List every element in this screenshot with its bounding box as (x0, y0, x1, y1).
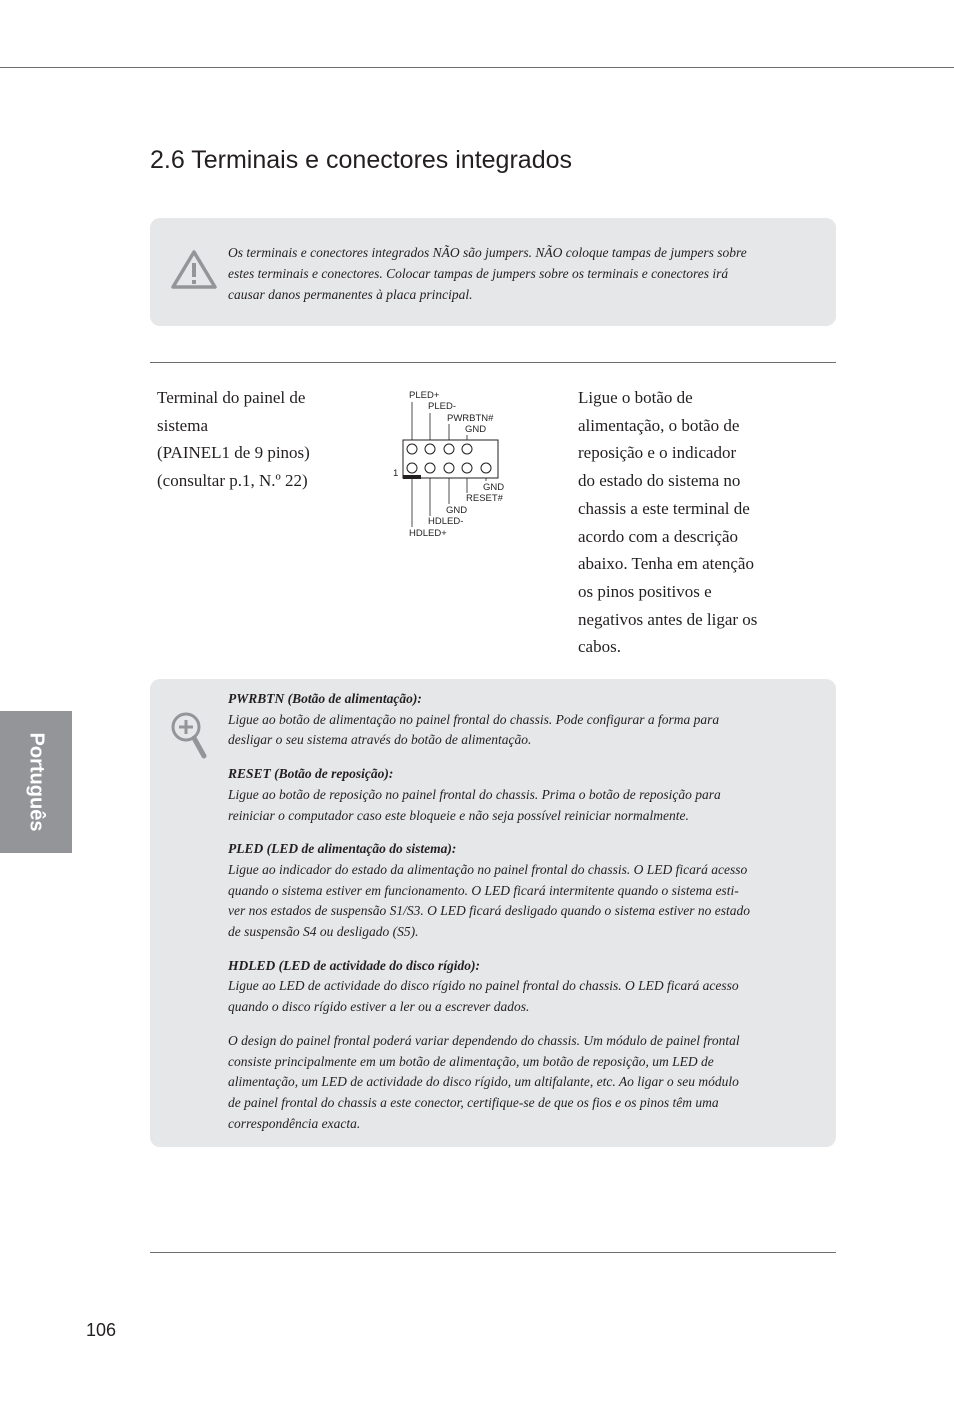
note-heading: HDLED (LED de actividade do disco rígido): (228, 957, 480, 973)
note-line: Ligue ao indicador do estado da alimentação no painel frontal do chassis. O LED ficará acesso (228, 861, 748, 877)
pin-label-gnd-bottom: GND (446, 505, 468, 516)
instruction-line: acordo com a descrição (578, 526, 738, 546)
notes-content (228, 689, 788, 1147)
description-line: Terminal do painel de (157, 388, 306, 407)
pin-one-label: 1 (393, 468, 399, 479)
instruction-line: os pinos positivos e (578, 581, 712, 601)
section-rule-bottom (150, 1252, 836, 1253)
pin-label-hdled-plus: HDLED+ (409, 528, 447, 539)
warning-line: estes terminais e conectores. Colocar tampas de jumpers sobre os terminais e conectores irá (228, 266, 729, 281)
instruction-line: abaixo. Tenha em atenção (578, 554, 754, 574)
note-line: de painel frontal do chassis a este conector, certifique-se de que os fios e os pinos têm uma (228, 1094, 719, 1110)
section-rule-top (150, 362, 836, 363)
instruction-line: cabos. (578, 637, 621, 657)
note-pled (228, 839, 788, 943)
description-line: (consultar p.1, N.º 22) (157, 471, 308, 491)
header-description (157, 384, 357, 495)
note-pwrbtn (228, 689, 788, 751)
note-line: alimentação, um LED de actividade do disco rígido, um altifalante, etc. Ao ligar o seu módulo (228, 1074, 739, 1090)
language-tab (0, 711, 72, 853)
note-line: desligar o seu sistema através do botão de alimentação. (228, 732, 532, 748)
note-heading: PLED (LED de alimentação do sistema): (228, 841, 457, 857)
language-label: Português (25, 732, 48, 832)
page-number: 106 (86, 1320, 117, 1340)
note-line: quando o disco rígido estiver a ler ou a escrever dados. (228, 999, 530, 1015)
page-title: 2.6 Terminais e conectores integrados (150, 146, 572, 174)
note-line: O design do painel frontal poderá variar dependendo do chassis. Um módulo de painel frontal (228, 1032, 740, 1048)
description-line: sistema (157, 415, 208, 435)
top-rule (0, 67, 954, 68)
pin-label-pled-plus: PLED+ (409, 390, 440, 401)
pin-label-gnd-top: GND (465, 424, 487, 435)
panel-pin-diagram (388, 386, 523, 541)
description-line: (PAINEL1 de 9 pinos) (157, 443, 310, 463)
note-line: ver nos estados de suspensão S1/S3. O LED ficará desligado quando o sistema estiver no estado (228, 903, 750, 919)
magnifier-plus-icon (170, 710, 210, 760)
note-line: reiniciar o computador caso este bloqueie e não seja possível reiniciar normalmente. (228, 807, 689, 823)
warning-box (150, 218, 836, 326)
instruction-line: do estado do sistema no (578, 471, 741, 491)
instruction-line: negativos antes de ligar os (578, 609, 758, 629)
pin-label-pwrbtn: PWRBTN# (447, 413, 494, 424)
pin-label-hdled-minus: HDLED- (428, 516, 464, 527)
notes-box (150, 679, 836, 1147)
warning-text (228, 242, 798, 305)
note-line: Ligue ao botão de alimentação no painel frontal do chassis. Pode configurar a forma para (228, 711, 720, 727)
note-reset (228, 764, 788, 826)
note-line: correspondência exacta. (228, 1115, 361, 1131)
instruction-line: reposição e o indicador (578, 443, 737, 463)
note-line: consiste principalmente em um botão de alimentação, um botão de reposição, um LED de (228, 1053, 714, 1069)
note-front-panel-design (228, 1031, 788, 1135)
note-hdled (228, 956, 788, 1018)
pin-label-pled-minus: PLED- (428, 401, 456, 412)
note-line: Ligue ao botão de reposição no painel frontal do chassis. Prima o botão de reposição para (228, 786, 721, 802)
note-heading: PWRBTN (Botão de alimentação): (228, 691, 422, 706)
instruction-line: chassis a este terminal de (578, 498, 750, 518)
note-heading: RESET (Botão de reposição): (228, 766, 394, 782)
note-line: de suspensão S4 ou desligado (S5). (228, 924, 419, 940)
connection-instructions (578, 384, 778, 661)
pin-label-gnd-right: GND (483, 482, 505, 493)
warning-line: causar danos permanentes à placa principal. (228, 287, 473, 302)
warning-line: Os terminais e conectores integrados NÃO são jumpers. NÃO coloque tampas de jumpers sobre (228, 245, 747, 260)
note-line: quando o sistema estiver em funcionamento. O LED ficará intermitente quando o sistema esti- (228, 882, 739, 898)
instruction-line: alimentação, o botão de (578, 415, 740, 435)
warning-triangle-icon (170, 248, 218, 290)
note-line: Ligue ao LED de actividade do disco rígido no painel frontal do chassis. O LED ficará acesso (228, 978, 739, 994)
pin-label-reset: RESET# (466, 493, 503, 504)
instruction-line: Ligue o botão de (578, 388, 693, 407)
